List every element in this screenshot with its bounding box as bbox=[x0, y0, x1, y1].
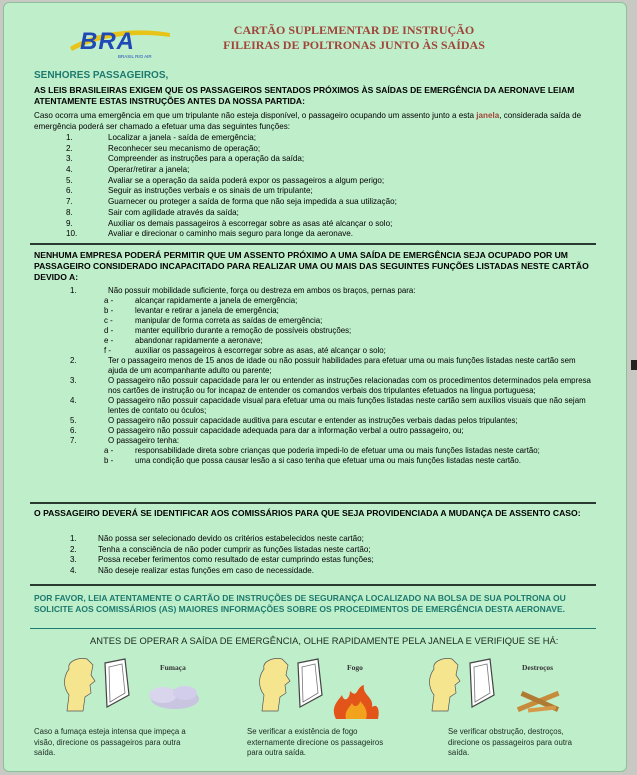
condition-item bbox=[32, 396, 592, 416]
item-number: 4. bbox=[66, 165, 73, 175]
subitem-text: manipular de forma correta as saídas de emergência; bbox=[135, 316, 323, 325]
item-text: Não deseje realizar estas funções em caso de necessidade. bbox=[98, 566, 314, 576]
advice-text: POR FAVOR, LEIA ATENTAMENTE O CARTÃO DE INSTRUÇÕES DE SEGURANÇA LOCALIZADO NA BOLSA DE SUA POLTRONA OU SOLICITE AOS COMISSÁRIOS (AS) MAIORES INFORMAÇÕES SOBRE OS PROCEDIMENTOS DE EMERGÊNCIA DESTA AERONAVE. bbox=[34, 593, 566, 614]
condition-item bbox=[32, 286, 592, 296]
item-number: 4. bbox=[70, 566, 77, 576]
item-number: 9. bbox=[66, 218, 73, 228]
item-text: Avaliar se a operação da saída poderá expor os passageiros a algum perigo; bbox=[108, 175, 385, 185]
exit-heading: ANTES DE OPERAR A SAÍDA DE EMERGÊNCIA, OLHE RAPIDAMENTE PELA JANELA E VERIFIQUE SE HÁ: bbox=[90, 635, 559, 646]
condition-number: 4. bbox=[70, 396, 77, 405]
condition-text: O passageiro não possuir capacidade para ler ou entender as instruções relacionadas com os procedimentos determinados pela empresa nos cartões de instrução ou for incapaz de entender os comandos verbais dos tripulantes efetuados na língua portuguesa; bbox=[108, 376, 591, 395]
conditions-list bbox=[32, 286, 592, 466]
item-text: Avaliar e direcionar o caminho mais seguro para longe da aeronave. bbox=[108, 229, 354, 239]
item-text: Operar/retirar a janela; bbox=[108, 165, 190, 175]
subitem-text: levantar e retirar a janela de emergência; bbox=[135, 306, 279, 315]
item-number: 2. bbox=[70, 544, 77, 554]
condition-subitem bbox=[32, 296, 592, 306]
subitem-letter: f - bbox=[104, 346, 112, 355]
item-text: Auxiliar os demais passageiros à escorregar sobre as asas até alcançar o solo; bbox=[108, 218, 393, 228]
intro-text: AS LEIS BRASILEIRAS EXIGEM QUE OS PASSAGEIROS SENTADOS PRÓXIMOS ÀS SAÍDAS DE EMERGÊNCIA DA AERONAVE LEIAM ATENTAMENTE ESTAS INSTRUÇÕES ANTES DA NOSSA PARTIDA: bbox=[34, 85, 575, 106]
subitem-text: manter equilíbrio durante a remoção de possíveis obstruções; bbox=[135, 326, 352, 335]
intro-paragraph bbox=[34, 111, 594, 132]
card-title bbox=[204, 23, 504, 53]
identify-heading: O PASSAGEIRO DEVERÁ SE IDENTIFICAR AOS COMISSÁRIOS PARA QUE SEJA PROVIDENCIADA A MUDANÇA DE ASSENTO CASO: bbox=[34, 508, 581, 518]
hazard-caption-fire: Se verificar a existência de fogo externamente direcione os passageiros para outra saída. bbox=[247, 727, 384, 757]
condition-number: 6. bbox=[70, 426, 77, 435]
divider bbox=[30, 628, 596, 629]
instruction-card bbox=[3, 2, 627, 772]
item-text: Possa receber ferimentos como resultado de estar cumprindo estas funções; bbox=[98, 555, 374, 565]
item-number: 6. bbox=[66, 186, 73, 196]
condition-subitem bbox=[32, 456, 592, 466]
condition-text: Ter o passageiro menos de 15 anos de idade ou não possuir habilidades para efetuar uma ou mais funções listadas neste cartão sem ajuda de um acompanhante adulto ou parente; bbox=[108, 356, 576, 375]
item-text: Não possa ser selecionado devido os critérios estabelecidos neste cartão; bbox=[98, 534, 364, 543]
item-text: Seguir as instruções verbais e os sinais de um tripulante; bbox=[108, 186, 313, 196]
item-number: 8. bbox=[66, 207, 73, 217]
logo-text: BRA bbox=[80, 28, 135, 55]
subitem-letter: e - bbox=[104, 336, 114, 345]
condition-number: 5. bbox=[70, 416, 77, 425]
hazard-label-fire: Fogo bbox=[347, 663, 363, 672]
condition-item bbox=[32, 416, 592, 426]
condition-number: 1. bbox=[70, 286, 77, 295]
divider bbox=[30, 502, 596, 504]
condition-item bbox=[32, 356, 592, 376]
paragraph-part-1: Caso ocorra uma emergência em que um tripulante não esteja disponível, o passageiro ocupando um assento junto a esta bbox=[34, 111, 477, 120]
bra-logo bbox=[66, 21, 176, 61]
item-number: 10. bbox=[66, 229, 78, 239]
condition-number: 7. bbox=[70, 436, 77, 445]
item-text: Reconhecer seu mecanismo de operação; bbox=[108, 143, 261, 153]
paragraph-part-2: , considerada saída de emergência poderá ser chamado a efetuar uma das seguintes funções: bbox=[34, 111, 582, 131]
greeting: SENHORES PASSAGEIROS, bbox=[34, 70, 169, 81]
hazard-label-debris: Destroços bbox=[522, 663, 554, 672]
subitem-text: uma condição que possa causar lesão a si caso tenha que efetuar uma ou mais funções listadas neste cartão. bbox=[135, 456, 521, 465]
condition-item bbox=[32, 436, 592, 446]
condition-item bbox=[32, 376, 592, 396]
condition-number: 2. bbox=[70, 356, 77, 365]
condition-text: O passageiro não possuir capacidade adequada para dar a informação verbal a outro passageiro, ou; bbox=[108, 426, 464, 435]
subitem-letter: c - bbox=[104, 316, 113, 325]
item-number: 1. bbox=[66, 133, 73, 142]
hazard-caption-debris: Se verificar obstrução, destroços, direcione os passageiros para outra saída. bbox=[448, 727, 572, 757]
condition-text: Não possuir mobilidade suficiente, força ou destreza em ambos os braços, pernas para: bbox=[108, 286, 416, 295]
item-number: 5. bbox=[66, 175, 73, 185]
subitem-letter: d - bbox=[104, 326, 114, 335]
paragraph-highlight: janela bbox=[476, 111, 500, 120]
title-line-2: FILEIRAS DE POLTRONAS JUNTO ÀS SAÍDAS bbox=[223, 38, 485, 52]
card-edge-mark bbox=[631, 360, 637, 370]
subitem-letter: a - bbox=[104, 446, 114, 455]
subitem-text: alcançar rapidamente a janela de emergência; bbox=[135, 296, 298, 305]
fire-illustration bbox=[254, 655, 389, 723]
item-text: Localizar a janela - saída de emergência; bbox=[108, 133, 257, 142]
condition-item bbox=[32, 426, 592, 436]
subitem-letter: b - bbox=[104, 456, 114, 465]
item-text: Compreender as instruções para a operação da saída; bbox=[108, 154, 305, 164]
condition-subitem bbox=[32, 446, 592, 456]
hazard-label-smoke: Fumaça bbox=[160, 663, 186, 672]
divider bbox=[30, 243, 596, 245]
item-text: Tenha a consciência de não poder cumprir as funções listadas neste cartão; bbox=[98, 544, 371, 554]
subitem-text: auxiliar os passageiros à escorregar sobre as asas, até alcançar o solo; bbox=[135, 346, 386, 355]
condition-number: 3. bbox=[70, 376, 77, 385]
item-number: 2. bbox=[66, 143, 73, 153]
subitem-text: responsabilidade direta sobre crianças que poderia impedi-lo de efetuar uma ou mais funções listadas neste cartão; bbox=[135, 446, 540, 455]
condition-subitem bbox=[32, 316, 592, 326]
item-number: 1. bbox=[70, 534, 77, 543]
warning-text: NENHUMA EMPRESA PODERÁ PERMITIR QUE UM ASSENTO PRÓXIMO A UMA SAÍDA DE EMERGÊNCIA SEJA OCUPADO POR UM PASSAGEIRO CONSIDERADO INCAPACITADO PARA REALIZAR UMA OU MAIS DAS SEGUINTES FUNÇÕES LISTADAS NESTE CARTÃO DEVIDO A: bbox=[34, 250, 589, 282]
subitem-letter: a - bbox=[104, 296, 114, 305]
item-number: 3. bbox=[70, 555, 77, 565]
subitem-letter: b - bbox=[104, 306, 114, 315]
condition-text: O passageiro não possuir capacidade visual para efetuar uma ou mais funções listadas neste cartão sem auxílios visuais que não sejam lentes de contato ou óculos; bbox=[108, 396, 586, 415]
condition-text: O passageiro não possuir capacidade auditiva para escutar e entender as instruções verbais dadas pelos tripulantes; bbox=[108, 416, 518, 425]
condition-subitem bbox=[32, 306, 592, 316]
divider bbox=[30, 584, 596, 586]
condition-text: O passageiro tenha: bbox=[108, 436, 180, 445]
item-text: Guarnecer ou proteger a saída de forma que não seja impedida a sua utilização; bbox=[108, 197, 397, 207]
item-text: Sair com agilidade através da saída; bbox=[108, 207, 239, 217]
item-number: 7. bbox=[66, 197, 73, 207]
condition-subitem bbox=[32, 326, 592, 336]
condition-subitem bbox=[32, 336, 592, 346]
title-line-1: CARTÃO SUPLEMENTAR DE INSTRUÇÃO bbox=[233, 23, 475, 37]
subitem-text: abandonar rapidamente a aeronave; bbox=[135, 336, 263, 345]
logo-tagline: BRASIL RIO AIR bbox=[118, 54, 152, 59]
condition-subitem bbox=[32, 346, 592, 356]
hazard-caption-smoke: Caso a fumaça esteja intensa que impeça a visão, direcione os passageiros para outra saída. bbox=[34, 727, 186, 757]
item-number: 3. bbox=[66, 154, 73, 164]
smoke-illustration bbox=[59, 655, 209, 717]
